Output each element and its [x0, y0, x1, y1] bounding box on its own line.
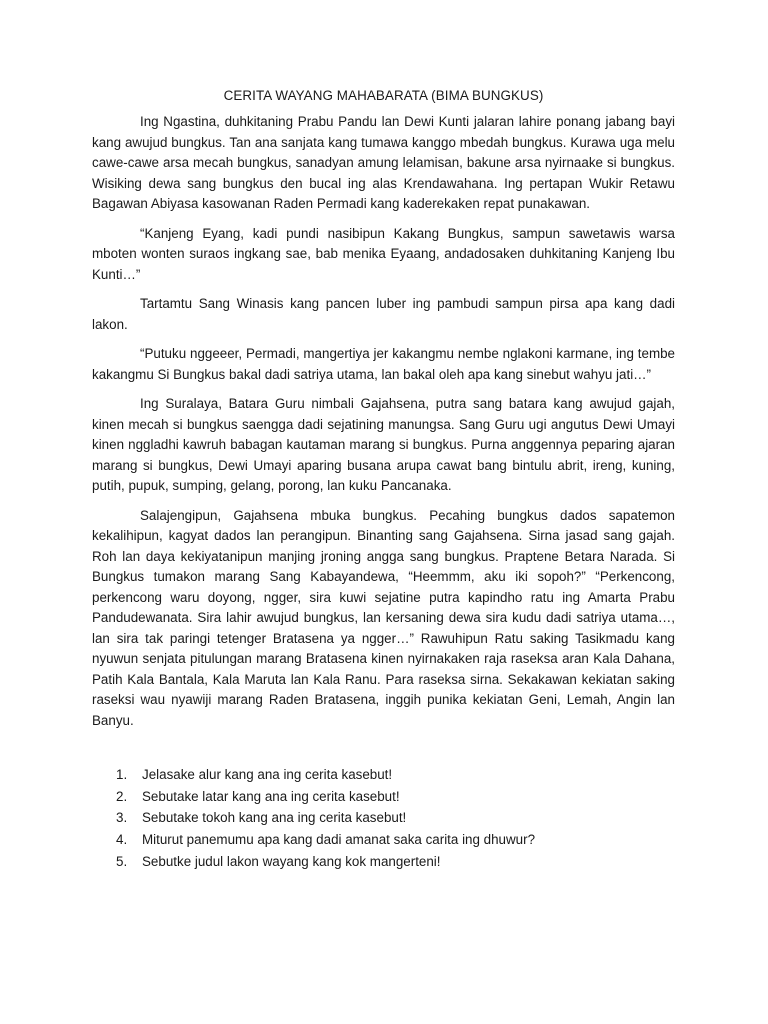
- paragraph: Salajengipun, Gajahsena mbuka bungkus. Pecahing bungkus dados sapatemon kekalihipun, kagyat dados lan perangipun. Binanting sang Gajahsena. Sirna jasad sang gajah. Roh lan daya kekiyatanipun manjing jroning angga sang bungkus. Praptene Betara Narada. Si Bungkus tumakon marang Sang Kabayandewa, “Heemmm, aku iki sopoh?” “Perkencong, perkencong waru doyong, ngger, sira kuwi sejatine putra kapindho ratu ing Amarta Prabu Pandudewanata. Sira lahir awujud bungkus, lan kersaning dewa sira kudu dadi satriya utama…, lan sira tak paringi tetenger Bratasena ya ngger…” Rawuhipun Ratu saking Tasikmadu kang nyuwun senjata pitulungan marang Bratasena kinen nyirnakaken raja raseksa aran Kala Dahana, Patih Kala Bantala, Kala Maruta lan Kala Ranu. Para raseksa sirna. Sekakawan kekiatan saking raseksi wau nyawiji marang Raden Bratasena, inggih punika kekiatan Geni, Lemah, Angin lan Banyu.: [92, 507, 675, 728]
- question-text: Sebutke judul lakon wayang kang kok mangerteni!: [142, 853, 441, 869]
- question-text: Jelasake alur kang ana ing cerita kasebut!: [142, 767, 393, 782]
- question-text: Miturut panemumu apa kang dadi amanat saka carita ing dhuwur?: [142, 832, 536, 848]
- question-number: 2.: [116, 788, 128, 804]
- document-title: CERITA WAYANG MAHABARATA (BIMA BUNGKUS): [223, 88, 544, 103]
- question-number: 5.: [116, 853, 128, 869]
- question-item: [116, 787, 675, 808]
- paragraph: “Putuku nggeeer, Permadi, mangertiya jer kakangmu nembe nglakoni karmane, ing tembe kakangmu Si Bungkus bakal dadi satriya utama, lan bakal oleh apa kang sinebut wahyu jati…”: [92, 346, 675, 382]
- question-number: 1.: [116, 767, 128, 782]
- question-text: Sebutake latar kang ana ing cerita kasebut!: [142, 788, 400, 804]
- question-number: 4.: [116, 832, 128, 848]
- question-list: [92, 765, 675, 872]
- question-number: 3.: [116, 810, 128, 826]
- question-item: [116, 852, 675, 873]
- paragraph: “Kanjeng Eyang, kadi pundi nasibipun Kakang Bungkus, sampun sawetawis warsa mboten wonten suraos ingkang sae, bab menika Eyaang, andadosaken duhkitaning Kanjeng Ibu Kunti…”: [92, 225, 675, 282]
- question-item: [116, 830, 675, 851]
- paragraph: Ing Ngastina, duhkitaning Prabu Pandu lan Dewi Kunti jalaran lahire ponang jabang bayi kang awujud bungkus. Tan ana sanjata kang tumawa kanggo mbedah bungkus. Kurawa uga melu cawe-cawe arsa mecah bungkus, sanadyan amung lelamisan, bakune arsa nyirnaake si bungkus. Wisiking dewa sang bungkus den bucal ing alas Krendawahana. Ing pertapan Wukir Retawu Bagawan Abiyasa kasowanan Raden Permadi kang kaderekaken repat punakawan.: [92, 114, 675, 211]
- paragraph: Tartamtu Sang Winasis kang pancen luber ing pambudi sampun pirsa apa kang dadi lakon.: [92, 296, 675, 332]
- story-body: [92, 112, 675, 731]
- spacer: [92, 740, 675, 765]
- question-item: [116, 765, 675, 786]
- question-text: Sebutake tokoh kang ana ing cerita kasebut!: [142, 810, 407, 826]
- paragraph: Ing Suralaya, Batara Guru nimbali Gajahsena, putra sang batara kang awujud gajah, kinen mecah si bungkus saengga dadi sejatining manungsa. Sang Guru ugi angutus Dewi Umayi kinen nggladhi kawruh babagan kautaman marang si bungkus. Purna anggennya peparing ajaran marang si bungkus, Dewi Umayi aparing busana arupa cawat bang bintulu abrit, ireng, kuning, putih, pupuk, sumping, gelang, porong, lan kuku Pancanaka.: [92, 396, 675, 493]
- document-page: [92, 84, 675, 873]
- question-item: [116, 808, 675, 829]
